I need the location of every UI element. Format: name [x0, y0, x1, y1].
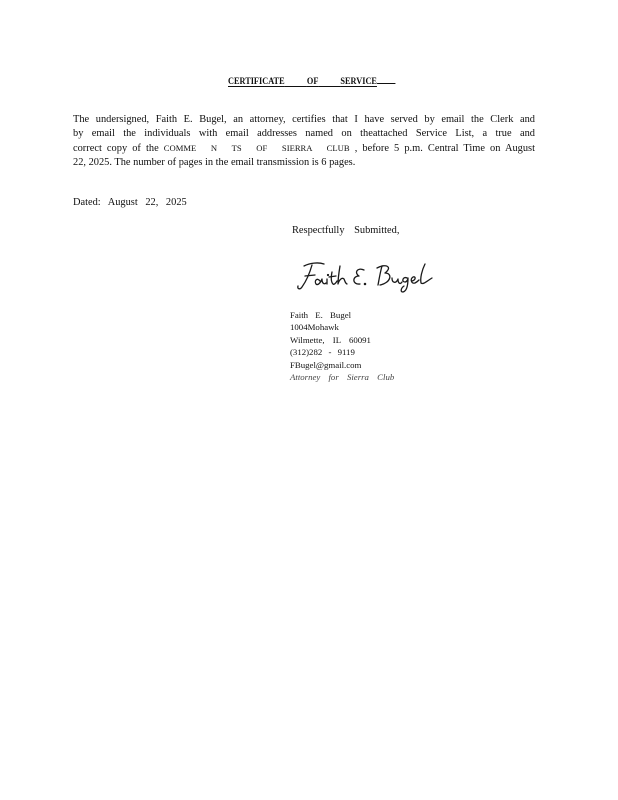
paragraph-line-4: 22, 2025. The number of pages in the email transmission is 6 pages. [73, 157, 356, 168]
paragraph-line-1: The undersigned, Faith E. Bugel, an attorney, certifies that I have served by email the Clerk and [73, 114, 535, 125]
paragraph-line-3-lead: correct copy of the [73, 143, 159, 154]
certificate-title [228, 74, 395, 86]
signer-role: Attorney for Sierra Club [290, 372, 395, 383]
title-word-service: SERVICE [340, 76, 377, 86]
dated-line: Dated: August 22, 2025 [73, 197, 187, 208]
title-underline-tail [377, 74, 395, 84]
closing-respectfully-submitted: Respectfully Submitted, [292, 225, 400, 236]
paragraph-line-2: by email the individuals with email addresses named on theattached Service List, a true and [73, 128, 535, 139]
certification-paragraph [73, 113, 535, 170]
signer-name: Faith E. Bugel [290, 310, 352, 320]
handwritten-signature [294, 254, 444, 296]
title-word-certificate: CERTIFICATE [228, 76, 285, 86]
signer-email: FBugel@gmail.com [290, 359, 362, 370]
comments-of-sierra-club-caps: COMME N TS OF SIERRA CLUB [163, 143, 350, 153]
paragraph-line-3 [73, 141, 535, 156]
signer-city-state-zip: Wilmette, IL 60091 [290, 334, 371, 345]
signer-phone: (312)282 - 9119 [290, 347, 355, 358]
paragraph-line-3-tail: , before 5 p.m. Central Time on August [354, 143, 535, 154]
signer-street: 1004Mohawk [290, 322, 339, 333]
signature-block [290, 309, 394, 383]
title-word-of: OF [306, 76, 319, 86]
